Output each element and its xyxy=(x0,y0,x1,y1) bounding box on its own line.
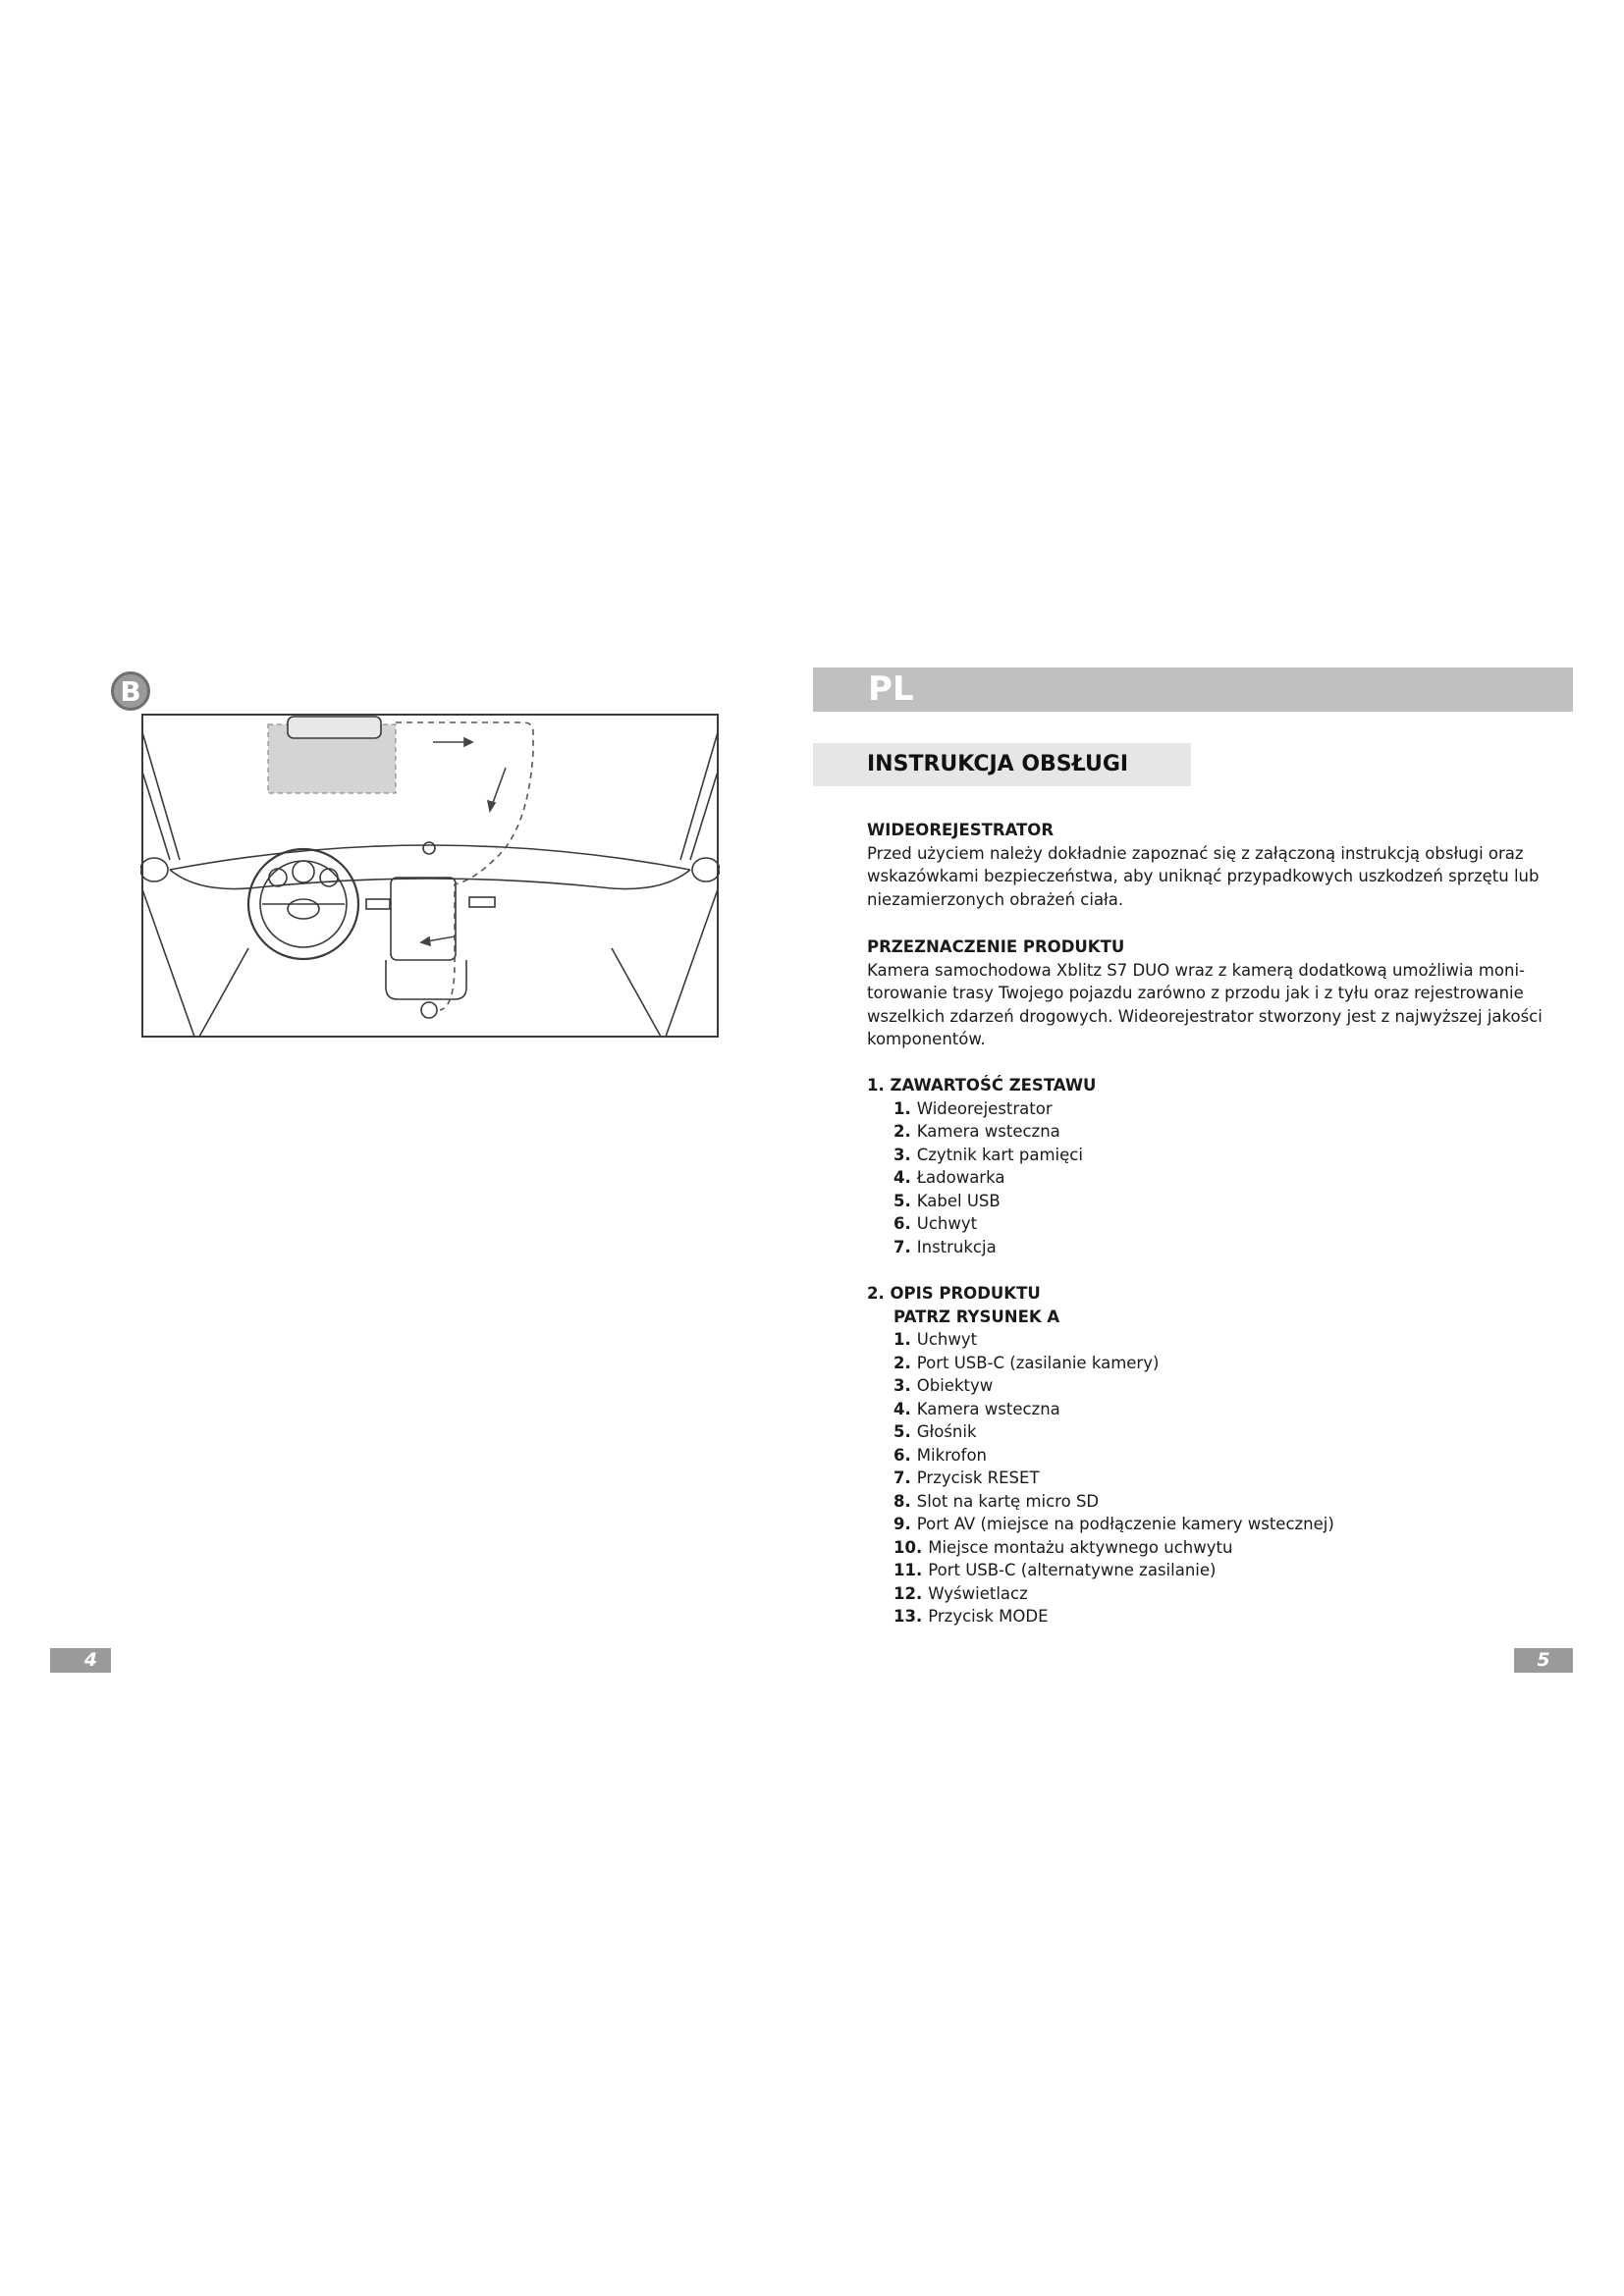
language-bar xyxy=(813,667,1573,712)
item-text: Wideorejestrator xyxy=(916,1098,1053,1118)
product-description-heading: 2. OPIS PRODUKTU xyxy=(867,1284,1041,1303)
item-number: 10. xyxy=(893,1537,923,1557)
item-number: 5. xyxy=(893,1191,911,1210)
list-item xyxy=(893,1605,1554,1629)
product-description-section xyxy=(867,1282,1554,1629)
item-text: Głośnik xyxy=(916,1422,977,1441)
item-number: 3. xyxy=(893,1376,911,1395)
item-number: 4. xyxy=(893,1399,911,1418)
item-number: 9. xyxy=(893,1515,911,1533)
list-item xyxy=(893,1212,1554,1236)
list-item xyxy=(893,1190,1554,1213)
list-item xyxy=(893,1374,1554,1398)
purpose-heading: PRZEZNACZENIE PRODUKTU xyxy=(867,937,1125,956)
item-number: 4. xyxy=(893,1168,911,1187)
package-contents-section xyxy=(867,1074,1554,1258)
item-number: 8. xyxy=(893,1491,911,1511)
package-contents-heading: 1. ZAWARTOŚĆ ZESTAWU xyxy=(867,1076,1097,1095)
intro-heading: WIDEOREJESTRATOR xyxy=(867,821,1055,839)
item-text: Przycisk MODE xyxy=(928,1607,1049,1626)
item-text: Kamera wsteczna xyxy=(916,1399,1060,1418)
list-item xyxy=(893,1444,1554,1468)
item-number: 7. xyxy=(893,1237,911,1256)
item-number: 1. xyxy=(893,1098,911,1118)
list-item xyxy=(893,1166,1554,1190)
intro-line: wskazówkami bezpieczeństwa, aby uniknąć przypadkowych uszkodzeń sprzętu lub xyxy=(867,867,1540,885)
list-item xyxy=(893,1144,1554,1167)
intro-line: Przed użyciem należy dokładnie zapoznać się z załączoną instrukcją obsługi oraz xyxy=(867,843,1524,863)
list-item xyxy=(893,1582,1554,1606)
car-installation-figure xyxy=(140,713,720,1039)
figure-badge: B xyxy=(111,671,150,711)
item-text: Uchwyt xyxy=(916,1330,978,1349)
item-text: Kamera wsteczna xyxy=(916,1122,1060,1141)
intro-line: niezamierzonych obrażeń ciała. xyxy=(867,889,1124,909)
purpose-line: Kamera samochodowa Xblitz S7 DUO wraz z kamerą dodatkową umożliwia moni- xyxy=(867,960,1526,980)
item-text: Ładowarka xyxy=(916,1168,1005,1187)
item-number: 13. xyxy=(893,1607,923,1626)
list-item xyxy=(893,1467,1554,1490)
page-number-left: 4 xyxy=(50,1648,111,1673)
item-number: 11. xyxy=(893,1561,923,1579)
list-item xyxy=(893,1513,1554,1536)
item-text: Kabel USB xyxy=(916,1191,1001,1210)
language-code: PL xyxy=(868,669,914,709)
see-figure-a-label: PATRZ RYSUNEK A xyxy=(893,1307,1060,1326)
item-number: 7. xyxy=(893,1468,911,1487)
list-item xyxy=(893,1120,1554,1144)
item-number: 1. xyxy=(893,1330,911,1349)
list-item xyxy=(893,1490,1554,1514)
purpose-line: torowanie trasy Twojego pojazdu zarówno z przodu jak i z tyłu oraz rejestrowanie xyxy=(867,984,1524,1002)
item-text: Obiektyw xyxy=(916,1376,994,1395)
item-text: Port USB-C (zasilanie kamery) xyxy=(916,1353,1160,1372)
purpose-line: komponentów. xyxy=(867,1030,986,1048)
list-item xyxy=(893,1352,1554,1375)
page-number-right: 5 xyxy=(1514,1648,1573,1673)
item-number: 12. xyxy=(893,1583,923,1603)
intro-section xyxy=(867,819,1554,911)
item-text: Port AV (miejsce na podłączenie kamery wstecznej) xyxy=(916,1515,1334,1533)
list-item xyxy=(893,1420,1554,1444)
list-item xyxy=(893,1097,1554,1121)
item-text: Miejsce montażu aktywnego uchwytu xyxy=(928,1537,1233,1557)
purpose-section xyxy=(867,935,1554,1051)
item-number: 5. xyxy=(893,1422,911,1441)
product-description-list xyxy=(893,1328,1554,1629)
package-contents-list xyxy=(893,1097,1554,1259)
item-text: Przycisk RESET xyxy=(916,1468,1040,1487)
list-item xyxy=(893,1536,1554,1560)
item-number: 6. xyxy=(893,1445,911,1465)
item-text: Mikrofon xyxy=(916,1445,988,1465)
list-item xyxy=(893,1559,1554,1582)
list-item xyxy=(893,1328,1554,1352)
item-text: Wyświetlacz xyxy=(928,1583,1028,1603)
item-text: Uchwyt xyxy=(916,1214,978,1233)
item-text: Czytnik kart pamięci xyxy=(916,1145,1083,1164)
item-number: 2. xyxy=(893,1122,911,1141)
item-number: 2. xyxy=(893,1353,911,1372)
item-text: Port USB-C (alternatywne zasilanie) xyxy=(928,1561,1217,1579)
list-item xyxy=(893,1236,1554,1259)
page-title: INSTRUKCJA OBSŁUGI xyxy=(867,752,1129,776)
item-number: 6. xyxy=(893,1214,911,1233)
list-item xyxy=(893,1398,1554,1421)
item-text: Slot na kartę micro SD xyxy=(916,1491,1100,1511)
purpose-line: wszelkich zdarzeń drogowych. Wideorejestrator stworzony jest z najwyższej jakości xyxy=(867,1006,1543,1026)
item-text: Instrukcja xyxy=(916,1237,997,1256)
item-number: 3. xyxy=(893,1145,911,1164)
